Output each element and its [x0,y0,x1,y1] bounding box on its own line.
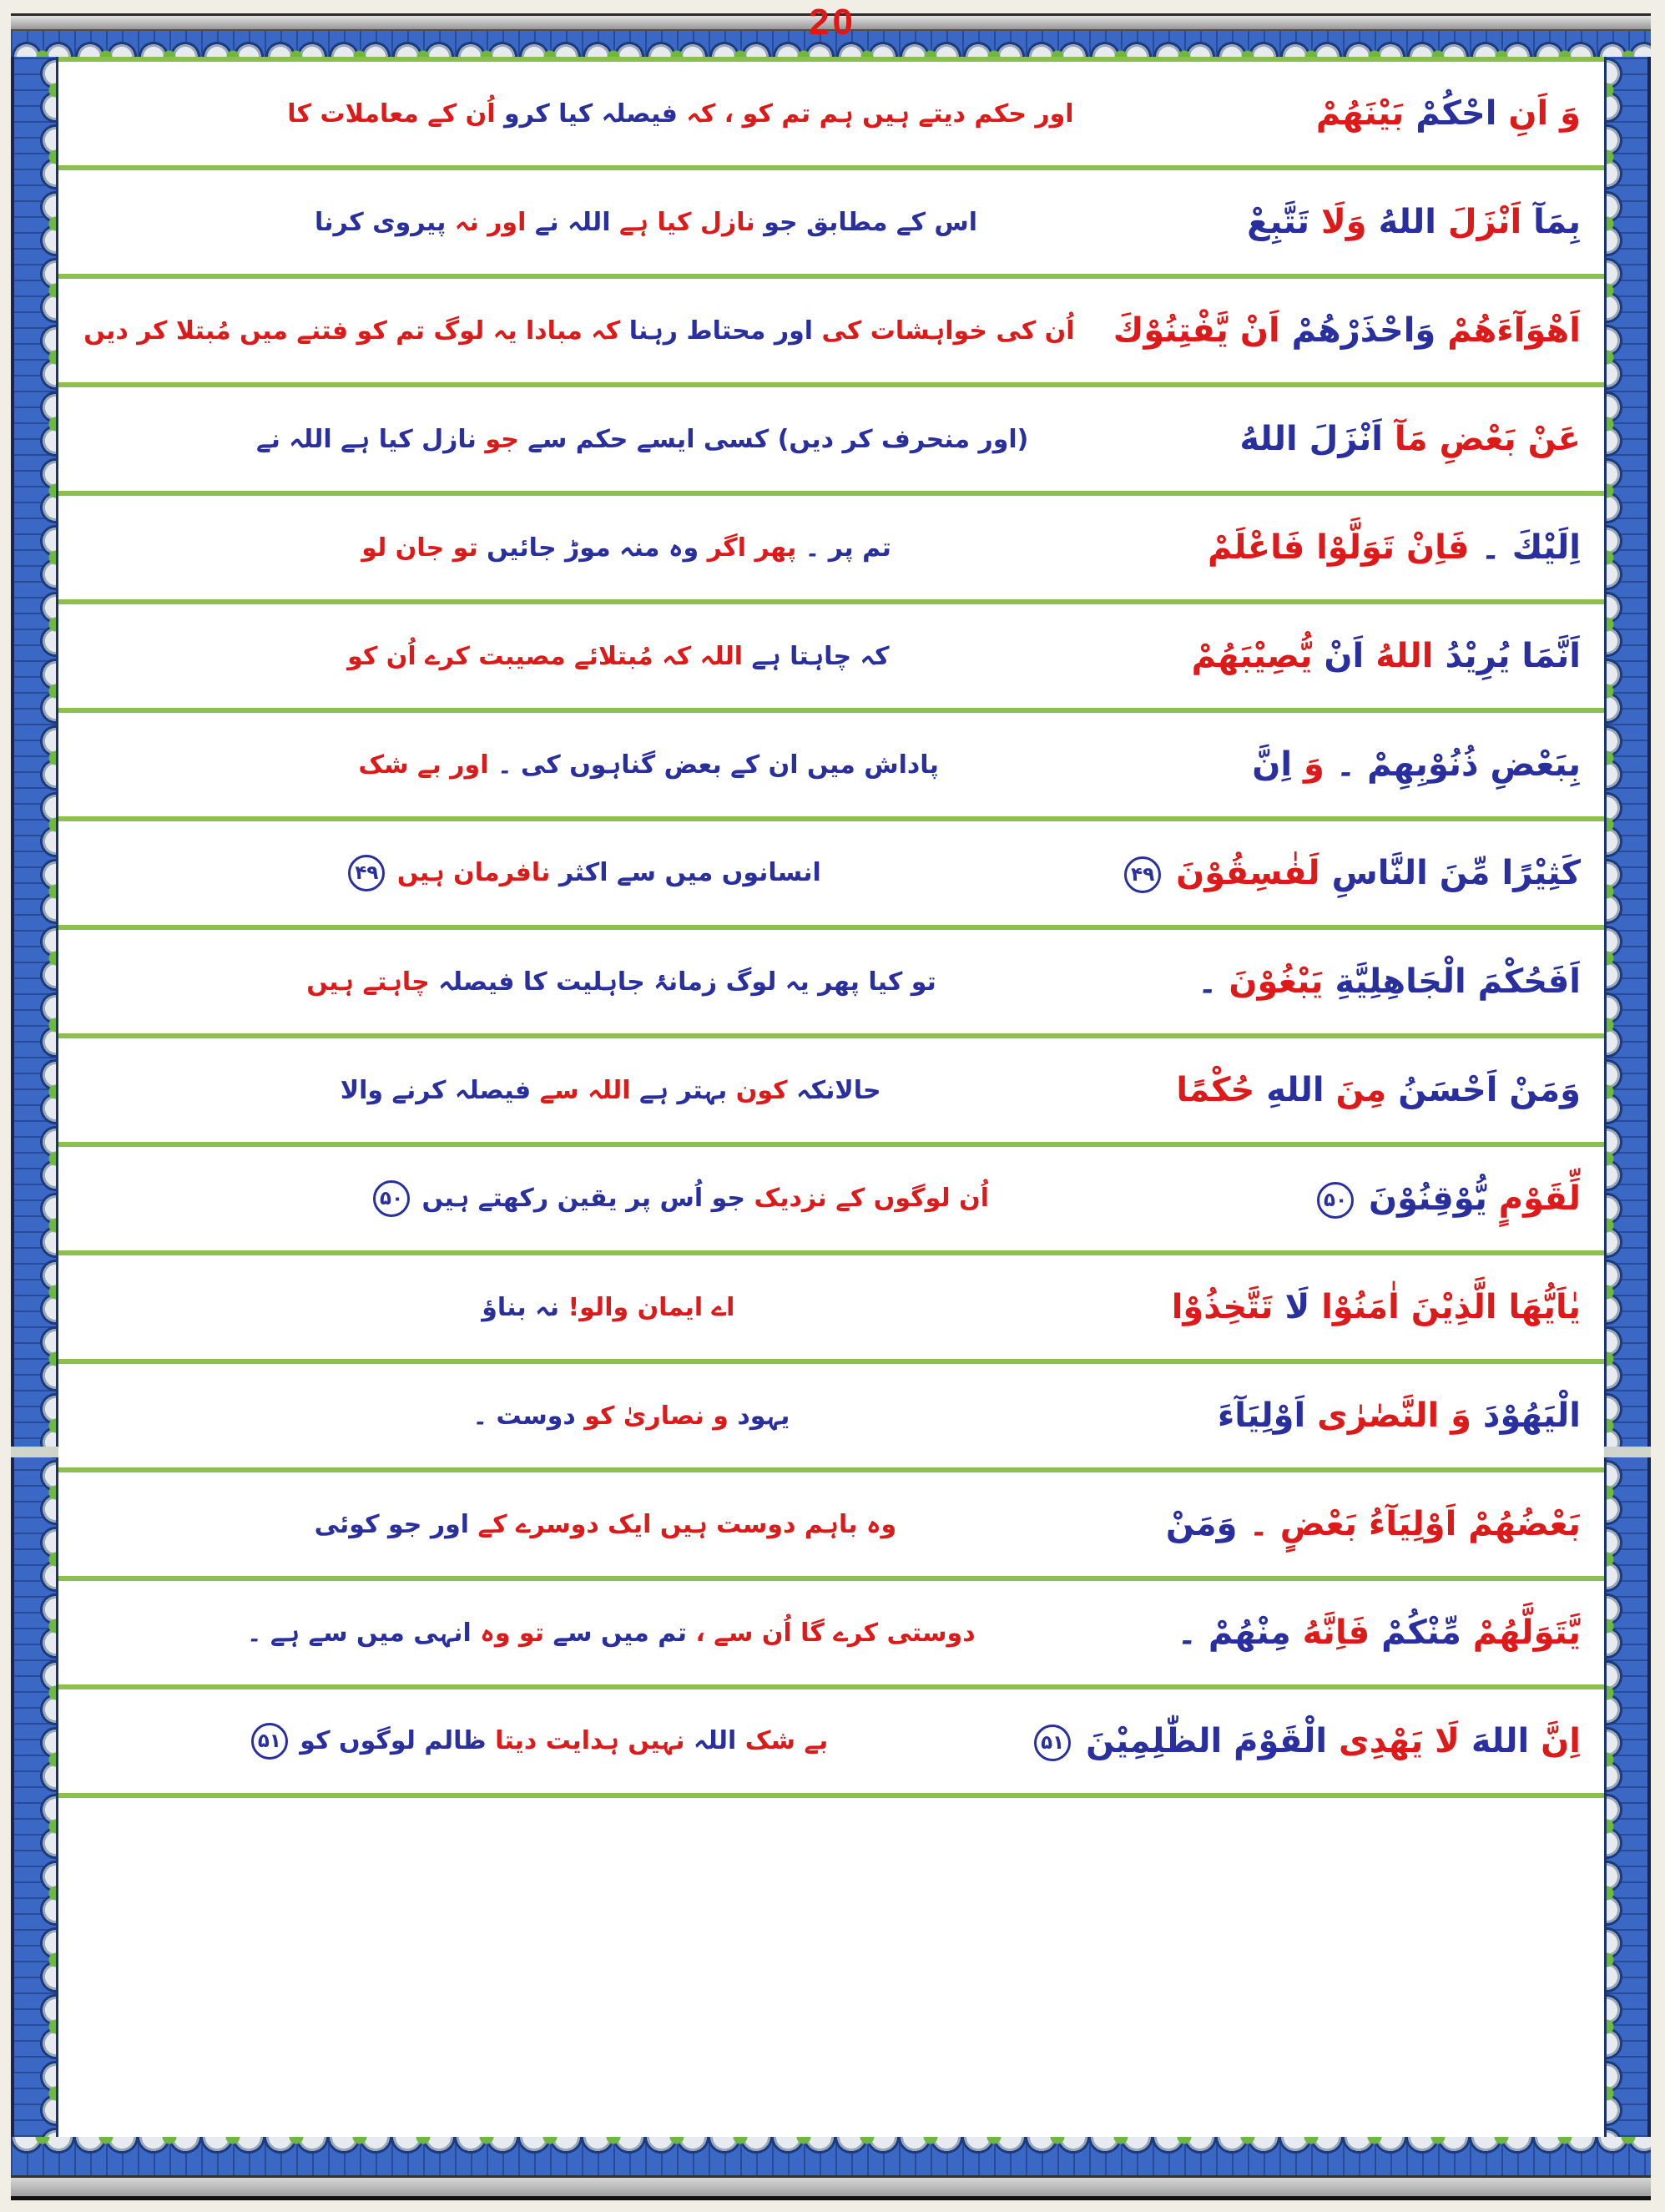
arabic-text [1239,420,1581,458]
verse-row-3 [58,279,1604,387]
verse-row-1 [58,62,1604,170]
text-segment: اللهَ [1471,1721,1530,1760]
arabic-verse [1239,745,1604,784]
text-segment: اور نہ [454,207,527,237]
urdu-translation [58,642,1178,671]
text-segment: مِنَ [1335,1071,1387,1109]
text-segment: وہ باہم دوست ہیں ایک دوسرے کے [477,1509,897,1539]
urdu-translation [58,1619,1164,1648]
verse-number-badge: ۴۹ [348,855,385,891]
text-segment: الْقَوْمَ الظّٰلِمِيْنَ [1086,1721,1328,1760]
page-number: 20 [809,2,856,43]
arabic-verse [1100,311,1604,350]
arabic-verse [1017,1722,1604,1761]
text-segment: بَعْضُهُمْ اَوْلِيَآءُ بَعْضٍ ۔ [1249,1505,1581,1543]
verse-row-2 [58,170,1604,279]
urdu-text [361,533,891,563]
verse-row-16 [58,1689,1604,1798]
text-segment: نہیں ہدایت دیتا [495,1725,685,1755]
arabic-text [1113,311,1581,350]
arabic-text [1172,1288,1581,1326]
text-segment: وَمَنْ اَحْسَنُ [1398,1071,1581,1109]
text-segment: اور جو کوئی [314,1509,470,1539]
arabic-verse [1300,1179,1604,1219]
text-segment: وَ [1303,745,1324,784]
text-segment: تَتَّخِذُوْا [1171,1288,1274,1326]
text-segment: حُكْمًا [1176,1071,1255,1109]
verse-number-badge: ۵۱ [251,1723,288,1760]
text-segment: اُن کے معاملات کا [287,98,496,129]
text-segment: مِنْهُمْ ۔ [1177,1614,1291,1652]
text-segment: اللہ سے [539,1075,631,1105]
text-segment: اَنْ [1324,637,1365,675]
urdu-text [248,1726,828,1755]
left-border-seam [11,1447,58,1457]
urdu-text [83,316,1074,346]
verse-table [58,57,1604,1798]
text-segment: ظالم لوگوں کو [300,1725,487,1755]
verse-row-13 [58,1364,1604,1472]
arabic-text [1208,528,1581,567]
urdu-text [472,1401,790,1431]
verse-row-8 [58,821,1604,930]
text-segment: کہ چاہتا ہے [751,641,890,671]
text-segment: دوستی کرے گا اُن سے ، [695,1618,976,1648]
text-segment: يَّتَوَلَّهُمْ [1472,1614,1581,1652]
left-border-pattern [11,57,58,2137]
text-segment: وَاحْذَرْهُمْ [1291,311,1436,350]
arabic-verse [1184,962,1604,1001]
text-segment: اَنَّمَا يُرِيْدُ [1445,637,1581,675]
urdu-text [315,208,977,237]
text-segment: فَاِنْ تَوَلَّوْا فَاعْلَمْ [1208,528,1470,567]
bottom-edge-band [11,2175,1651,2200]
text-segment: پیروی کرنا [315,207,447,237]
text-segment: يُّصِيْبَهُمْ [1191,637,1313,675]
arabic-verse [1107,854,1604,893]
urdu-translation [58,1180,1300,1217]
text-segment: پھر اگر [707,533,797,563]
text-segment: تم میں سے [552,1618,688,1648]
text-segment: اللهُ [1375,637,1434,675]
urdu-translation [58,208,1234,237]
text-segment: اللہ [693,1725,737,1755]
text-segment: وَلَا [1321,203,1367,241]
arabic-verse [1163,1071,1604,1109]
text-segment: فیصلہ کیا کرو [503,98,678,129]
urdu-translation [58,750,1239,780]
arabic-verse [1153,1505,1604,1543]
text-segment: تو کیا پھر یہ لوگ زمانۂ جاہلیت کا فیصلہ [438,967,936,997]
urdu-text [315,1510,897,1539]
text-segment: بِبَعْضِ ذُنُوْبِهِمْ ۔ [1335,745,1581,784]
text-segment: وَ اَنِ [1508,94,1581,133]
text-segment: ۔ [1198,962,1218,1001]
text-segment: لِّقَوْمٍ [1498,1179,1581,1218]
verse-number-badge: ۴۹ [1124,856,1161,893]
verse-row-9 [58,930,1604,1038]
text-segment: اللہ کہ مُبتلائے مصیبت کرے اُن کو [347,641,744,671]
verse-number-badge: ۵۱ [1034,1725,1071,1761]
text-segment: تَتَّبِعْ [1247,203,1310,241]
text-segment: مِّنْكُمْ [1381,1614,1461,1652]
text-segment: بِمَآ [1533,203,1581,241]
arabic-text [1192,637,1581,675]
urdu-text [256,425,1028,454]
verse-row-15 [58,1581,1604,1689]
verse-number-badge: ۵۰ [1317,1182,1354,1219]
arabic-text [1031,1722,1581,1760]
verse-row-11 [58,1147,1604,1255]
text-segment: اللهُ [1378,203,1436,241]
text-segment: نازل کیا ہے [618,207,755,237]
text-segment: فیصلہ کرنے والا [340,1075,532,1105]
arabic-text [1314,1179,1581,1218]
urdu-text [482,1293,734,1322]
text-segment: بَيْنَهُمْ [1315,94,1405,133]
text-segment: نافرمان ہیں [396,857,551,887]
text-segment: اللہ نے [534,207,611,237]
text-segment: تو وہ [480,1618,544,1648]
text-segment: اور بے شک [358,750,489,780]
text-segment: نازل کیا ہے اللہ نے [255,424,477,454]
urdu-translation [58,967,1184,997]
text-segment: يٰاَيُّهَا الَّذِيْنَ اٰمَنُوْا [1321,1288,1581,1326]
text-segment: اور حکم دیتے ہیں ہم تم کو ، کہ [686,98,1074,129]
text-segment: اللهِ [1266,1071,1324,1109]
text-segment: یہود [737,1401,790,1431]
right-border-seam [1604,1447,1651,1457]
text-segment: اُن کی خواہشات کی [821,316,1075,346]
text-segment: اَنْ يَّفْتِنُوْكَ [1113,311,1280,350]
text-segment: وہ منہ موڑ جائیں [487,533,699,563]
text-segment: اَوْلِيَآءَ [1217,1396,1306,1435]
urdu-translation [58,533,1194,563]
text-segment: و نصاریٰ کو [584,1401,729,1431]
text-segment: تو جان لو [361,533,478,563]
arabic-text [1178,1614,1582,1652]
urdu-translation [58,1076,1163,1105]
arabic-verse [1204,1396,1604,1435]
verse-row-7 [58,713,1604,821]
urdu-translation [58,1723,1017,1760]
urdu-translation [58,425,1226,454]
text-segment: لَا [1284,1288,1310,1326]
text-segment: وَ النَّصٰرٰى [1317,1396,1471,1435]
text-segment: اِلَيْكَ ۔ [1481,528,1581,567]
text-segment: حالانکہ [796,1075,881,1105]
text-segment: کون [735,1075,788,1105]
urdu-translation [58,855,1107,891]
arabic-verse [1178,637,1604,675]
urdu-translation [58,1510,1153,1539]
text-segment: پاداش میں ان کے بعض گناہوں کی ۔ [497,750,939,780]
urdu-text [287,99,1073,129]
urdu-text [341,1076,881,1105]
text-segment: اور محتاط رہنا [628,316,814,346]
arabic-text [1198,962,1581,1001]
verse-row-5 [58,496,1604,604]
text-segment: اِنَّ [1541,1721,1581,1760]
urdu-text [306,967,936,997]
arabic-text [1218,1396,1581,1435]
right-border-pattern [1604,57,1651,2137]
urdu-text [247,1619,976,1648]
verse-row-12 [58,1255,1604,1364]
text-segment: لَا يَهْدِى [1339,1721,1460,1760]
text-segment: اس کے مطابق جو [764,207,978,237]
arabic-text [1252,745,1581,784]
arabic-text [1316,94,1581,133]
text-segment: جو [485,424,519,454]
arabic-text [1247,203,1581,241]
text-segment: انسانوں میں سے اکثر [558,857,821,887]
ornamental-frame [11,13,1651,2200]
urdu-translation [58,1401,1204,1431]
text-segment: تم پر ۔ [805,533,891,563]
text-segment: انہی میں سے ہے ۔ [246,1618,472,1648]
text-segment: اِنَّ [1252,745,1293,784]
arabic-verse [1158,1288,1604,1326]
text-segment: اے ایمان والو! [568,1292,735,1322]
arabic-verse [1226,420,1604,458]
text-segment: اَنْزَلَ اللهُ [1239,420,1383,458]
urdu-text [370,1184,989,1213]
verse-number-badge: ۵۰ [373,1180,410,1217]
text-segment: نہ بناؤ [482,1292,559,1322]
verse-row-6 [58,604,1604,713]
urdu-translation [58,1293,1158,1322]
arabic-verse [1194,528,1604,567]
urdu-translation [58,99,1303,129]
urdu-text [347,642,889,671]
text-segment: يَبْغُوْنَ [1229,962,1324,1001]
arabic-text [1176,1071,1581,1109]
text-segment: لَفٰسِقُوْنَ [1176,853,1320,892]
urdu-translation [58,316,1100,346]
arabic-verse [1164,1614,1605,1652]
verse-row-14 [58,1472,1604,1581]
text-segment: كَثِيْرًا مِّنَ النَّاسِ [1331,853,1581,892]
text-segment: يُّوْقِنُوْنَ [1369,1179,1487,1218]
text-segment: اَنْزَلَ [1447,203,1522,241]
scripture-area [58,57,1604,2137]
arabic-verse [1234,203,1604,241]
text-segment: الْيَهُوْدَ [1482,1396,1581,1435]
urdu-text [345,858,820,887]
text-segment: احْكُمْ [1415,94,1497,133]
arabic-verse [1303,94,1604,133]
text-segment: عَنْ بَعْضِ مَآ [1394,420,1581,458]
arabic-text [1121,854,1581,892]
text-segment: اَهْوَآءَهُمْ [1447,311,1581,350]
text-segment: وَمَنْ [1165,1505,1238,1543]
text-segment: چاہتے ہیں [306,967,430,997]
urdu-text [358,750,939,780]
text-segment: بے شک [744,1725,829,1755]
text-segment: کہ مبادا یہ لوگ تم کو فتنے میں مُبتلا کر دیں [83,316,621,346]
verse-row-10 [58,1038,1604,1147]
arabic-text [1166,1505,1581,1543]
text-segment: (اور منحرف کر دیں) کسی ایسے حکم سے [527,424,1029,454]
verse-row-4 [58,387,1604,496]
text-segment: اُن لوگوں کے نزدیک [754,1183,989,1213]
text-segment: اَفَحُكْمَ الْجَاهِلِيَّةِ [1335,962,1581,1001]
text-segment: فَاِنَّهُ [1302,1614,1370,1652]
text-segment: بہتر ہے [638,1075,728,1105]
text-segment: دوست ۔ [472,1401,576,1431]
text-segment: جو اُس پر یقین رکھتے ہیں [421,1183,746,1213]
